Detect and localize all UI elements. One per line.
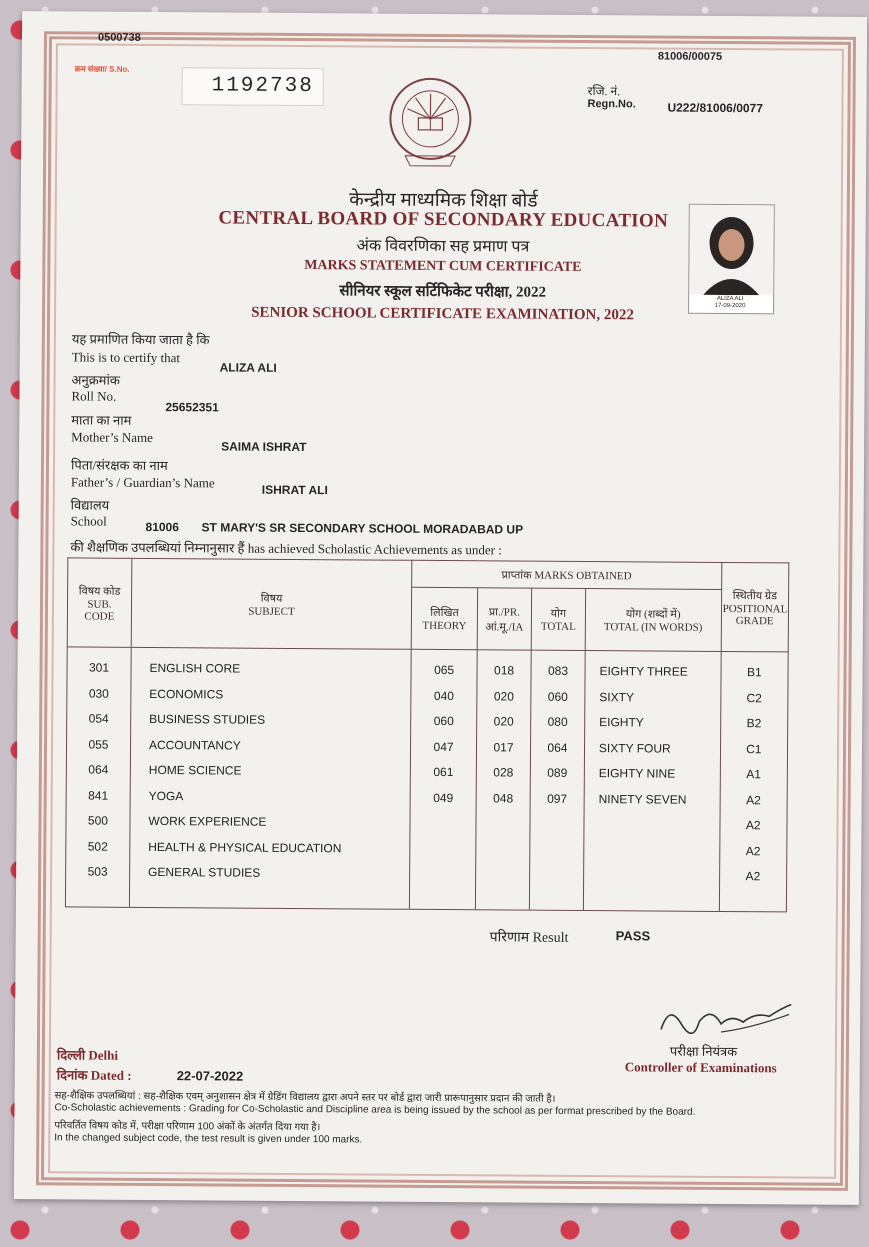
photo-caption-date: 17-09-2020 <box>714 302 746 310</box>
cell-pr: 048 <box>493 790 514 806</box>
cell-subject: WORK EXPERIENCE <box>148 813 267 829</box>
father-name: ISHRAT ALI <box>261 482 328 498</box>
cell-total: 060 <box>547 689 568 704</box>
cbse-emblem-icon <box>375 74 486 185</box>
mother-label: Mother’s Name <box>71 429 153 445</box>
marks-table <box>65 557 789 912</box>
cell-code: 064 <box>88 762 109 777</box>
cell-words: EIGHTY NINE <box>598 766 676 781</box>
serial-number-right: 81006/00075 <box>657 50 723 63</box>
header-total: योग TOTAL <box>531 588 585 650</box>
cell-grade: A2 <box>746 792 761 807</box>
col-total-words <box>583 651 720 912</box>
cell-total <box>530 837 583 862</box>
candidate-name: ALIZA ALI <box>219 360 277 375</box>
cell-subject: GENERAL STUDIES <box>148 864 261 880</box>
serial-number-top: 0500738 <box>97 31 141 44</box>
cell-code: 841 <box>88 788 109 803</box>
cell-grade: C1 <box>746 741 762 756</box>
issue-date: 22-07-2022 <box>176 1068 244 1084</box>
cell-code: 503 <box>87 864 108 879</box>
col-practical <box>475 650 531 910</box>
marksheet-paper <box>14 11 867 1205</box>
cell-subject: HEALTH & PHYSICAL EDUCATION <box>148 839 342 855</box>
cell-pr: 028 <box>493 765 514 780</box>
cell-words: EIGHTY <box>599 715 644 730</box>
sno-label: क्रम संख्या/ S.No. <box>74 64 130 74</box>
result-label: परिणाम Result <box>489 930 569 946</box>
cell-pr <box>476 862 529 887</box>
cell-theory <box>410 836 475 861</box>
header-sub-code: विषय कोड SUB. CODE <box>67 558 132 647</box>
school-label: School <box>70 513 107 529</box>
cell-grade: A2 <box>745 843 761 858</box>
cell-words: EIGHTY THREE <box>599 664 688 679</box>
cell-theory: 060 <box>433 713 454 729</box>
certify-label: This is to certify that <box>71 349 181 366</box>
cell-subject: ECONOMICS <box>149 686 224 701</box>
roll-label-hindi: अनुक्रमांक <box>71 372 120 388</box>
person-silhouette-icon <box>689 205 774 296</box>
mother-name: SAIMA ISHRAT <box>221 439 307 455</box>
cell-pr <box>476 811 529 836</box>
cell-words: SIXTY FOUR <box>598 740 671 756</box>
dated-label: दिनांक Dated : <box>56 1067 132 1083</box>
cell-total: 097 <box>547 791 568 806</box>
cell-subject: ACCOUNTANCY <box>148 737 241 753</box>
controller-label-hindi: परीक्षा नियंत्रक <box>669 1043 738 1060</box>
mother-label-hindi: माता का नाम <box>71 412 132 428</box>
cell-theory <box>410 862 475 887</box>
cell-pr <box>476 837 529 862</box>
cell-code: 054 <box>88 711 109 726</box>
cell-words <box>584 863 733 889</box>
header-grade: स्थितीय ग्रेड POSITIONAL GRADE <box>721 562 789 651</box>
cell-code: 030 <box>88 686 109 701</box>
cell-total: 089 <box>547 765 568 780</box>
header-marks-obtained: प्राप्तांक MARKS OBTAINED <box>412 560 722 589</box>
cell-grade: A2 <box>745 869 761 884</box>
cell-subject: YOGA <box>148 788 184 803</box>
cell-subject: ENGLISH CORE <box>149 660 241 676</box>
col-codes <box>65 647 131 907</box>
cell-grade: B2 <box>746 716 762 731</box>
regn-label-hindi: रजि. नं. <box>587 84 621 99</box>
school-code: 81006 <box>145 519 179 535</box>
board-title-hindi: केन्द्रीय माध्यमिक शिक्षा बोर्ड <box>349 189 538 212</box>
cell-subject: BUSINESS STUDIES <box>149 711 266 727</box>
regn-label: Regn.No. <box>587 98 636 111</box>
footnote-2-hindi: परिवर्तित विषय कोड में, परीक्षा परिणाम 100 अंकों के अंतर्गत दिया गया है। <box>54 1120 321 1134</box>
roll-label: Roll No. <box>71 388 117 404</box>
cell-words <box>584 838 733 864</box>
father-label-hindi: पिता/संरक्षक का नाम <box>70 457 168 474</box>
father-label: Father’s / Guardian’s Name <box>70 474 215 491</box>
col-grade <box>719 651 788 911</box>
cell-theory: 049 <box>433 790 454 805</box>
cell-total <box>530 812 583 837</box>
doc-title-hindi: अंक विवरणिका सह प्रमाण पत्र <box>356 237 530 256</box>
controller-label: Controller of Examinations <box>624 1059 777 1076</box>
cell-total: 080 <box>547 714 568 729</box>
cell-theory: 065 <box>434 662 455 678</box>
roll-number: 25652351 <box>165 400 219 415</box>
photo-caption <box>688 296 772 311</box>
photo-caption-name: ALIZA ALI <box>716 295 744 303</box>
cell-theory: 047 <box>433 739 454 754</box>
cell-pr: 017 <box>493 739 514 755</box>
place-label: दिल्ली Delhi <box>56 1047 119 1063</box>
header-practical: प्रा./PR. आं.मू./IA <box>477 588 531 650</box>
achievements-line: की शैक्षणिक उपलब्धियां निम्नानुसार हैं has achieved Scholastic Achievements as under : <box>70 539 502 558</box>
cell-code: 502 <box>87 839 108 854</box>
exam-title: SENIOR SCHOOL CERTIFICATE EXAMINATION, 2022 <box>251 304 634 324</box>
cell-words <box>584 812 733 838</box>
cell-grade: C2 <box>746 690 762 705</box>
cell-subject: HOME SCIENCE <box>148 762 242 778</box>
cell-code: 055 <box>88 737 109 752</box>
board-title: CENTRAL BOARD OF SECONDARY EDUCATION <box>218 207 669 232</box>
cell-theory: 061 <box>433 764 454 780</box>
cell-theory <box>411 811 476 836</box>
school-label-hindi: विद्यालय <box>70 497 110 513</box>
cell-grade: A2 <box>745 818 761 833</box>
cell-code: 301 <box>88 660 110 675</box>
footnote-2: In the changed subject code, the test result is given under 100 marks. <box>54 1132 363 1146</box>
cell-code: 500 <box>87 813 109 828</box>
cell-total: 064 <box>547 740 568 755</box>
cell-grade: B1 <box>746 665 762 680</box>
sno-value: 1192738 <box>211 74 314 99</box>
col-subjects <box>129 647 411 909</box>
controller-signature <box>651 993 801 1042</box>
header-theory: लिखित THEORY <box>411 587 477 649</box>
footnote-1-hindi: सह-शैक्षिक उपलब्धियां : सह-शैक्षिक एवम् अनुशासन क्षेत्र में ग्रेडिंग विद्यालय द्वारा अपने स्तर पर बोर्ड द्वारा जारी प्रारूपानुसार प्रदान की जाती है। <box>54 1090 556 1105</box>
col-total <box>529 650 585 910</box>
cell-pr: 020 <box>493 714 514 729</box>
cell-pr: 020 <box>493 688 514 704</box>
exam-title-hindi: सीनियर स्कूल सर्टिफिकेट परीक्षा, 2022 <box>339 283 547 301</box>
cell-words: SIXTY <box>599 689 635 704</box>
header-subject: विषय SUBJECT <box>131 558 412 649</box>
cell-words: NINETY SEVEN <box>598 791 687 807</box>
result-value: PASS <box>615 928 651 944</box>
cell-total <box>530 863 583 888</box>
header-total-words: योग (शब्दों में) TOTAL (IN WORDS) <box>585 589 721 652</box>
school-name: ST MARY'S SR SECONDARY SCHOOL MORADABAD UP <box>201 520 524 537</box>
cell-pr: 018 <box>494 663 515 678</box>
col-theory <box>410 649 478 909</box>
regn-value: U222/81006/0077 <box>667 100 763 116</box>
certify-label-hindi: यह प्रमाणित किया जाता है कि <box>71 331 210 348</box>
doc-title: MARKS STATEMENT CUM CERTIFICATE <box>304 258 582 275</box>
footnote-1: Co-Scholastic achievements : Grading for Co-Scholastic and Discipline area is being issued by the school as per format prescribed by the Board. <box>54 1102 696 1118</box>
cell-theory: 040 <box>433 688 455 703</box>
cell-grade: A1 <box>746 767 762 782</box>
cell-total: 083 <box>547 663 569 678</box>
